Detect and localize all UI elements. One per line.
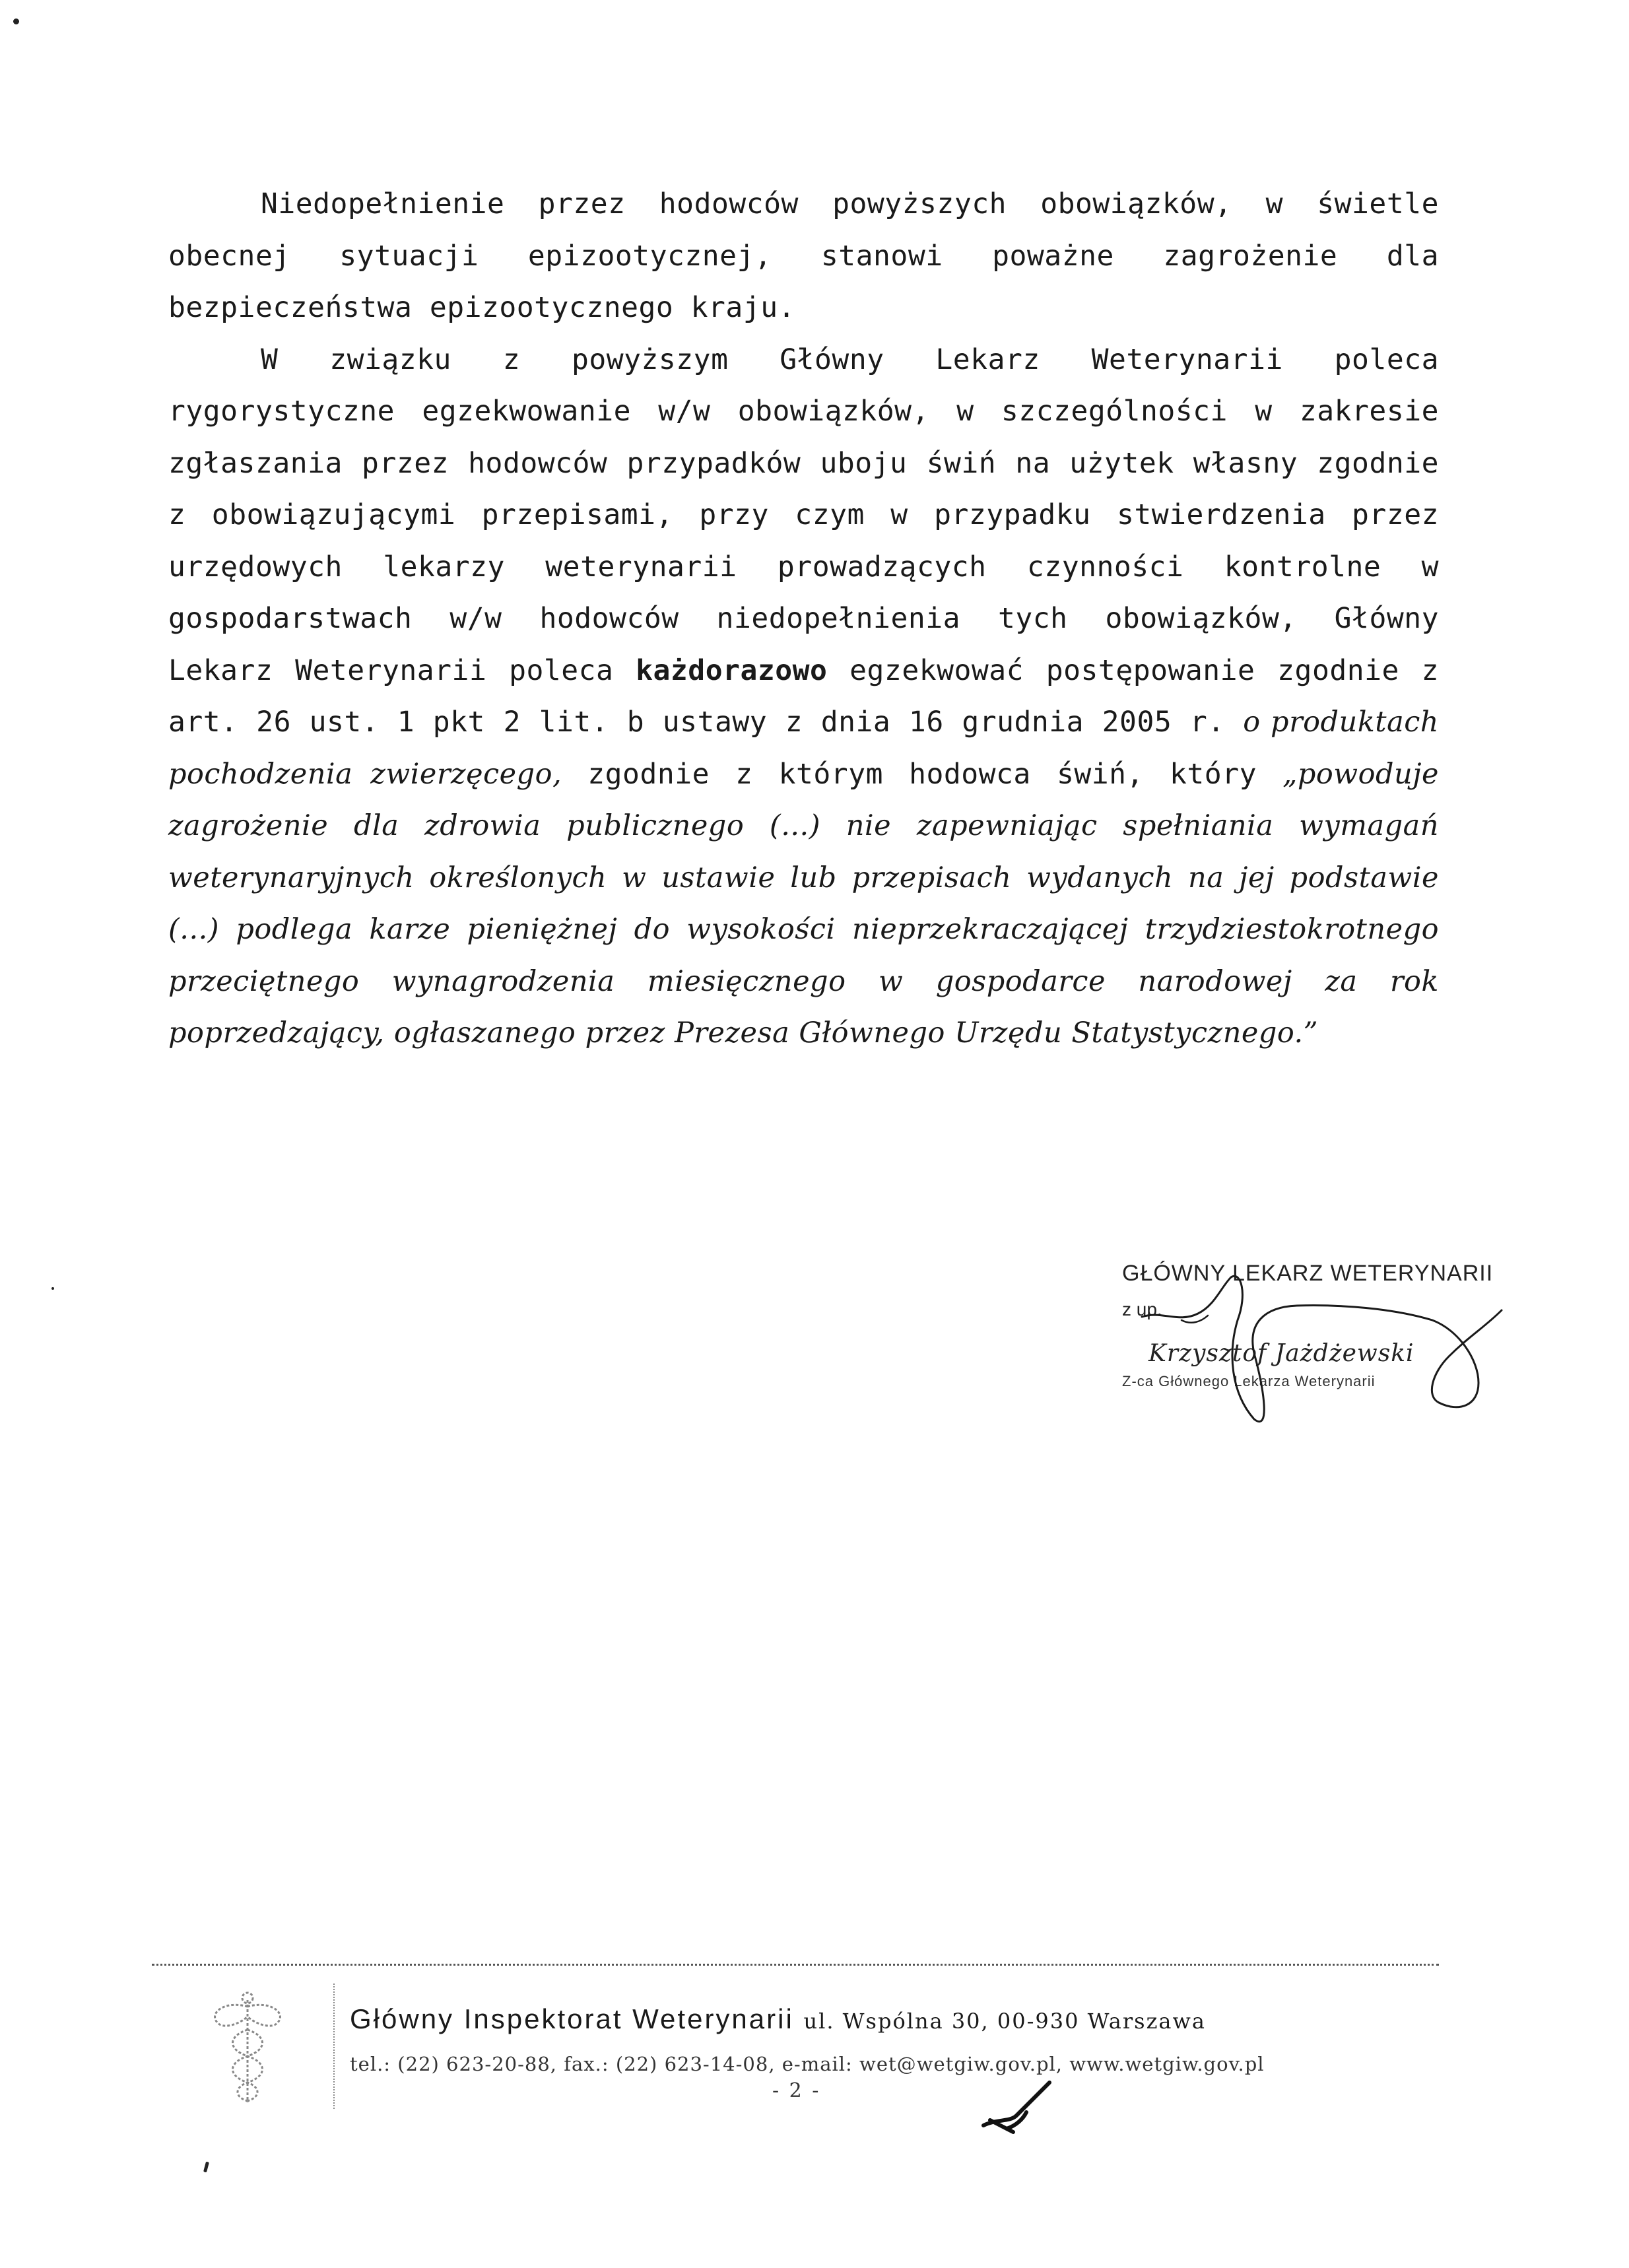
signatory-name: Krzysztof Jażdżewski (1148, 1340, 1414, 1367)
scan-speck (13, 18, 19, 24)
paragraph-1: Niedopełnienie przez hodowców powyższych obowiązków, w świetle obecnej sytuacji epizootycznej, stanowi poważne zagrożenie dla bezpieczeństwa epizootycznego kraju. (168, 187, 1439, 324)
act-title: o produktach pochodzenia zwierzęcego, (168, 706, 1439, 791)
institution-name: Główny Inspektorat Weterynarii (350, 2003, 794, 2034)
paragraph-2 (168, 334, 1439, 1059)
institution-address: ul. Wspólna 30, 00-930 Warszawa (803, 2009, 1206, 2034)
paragraph-2-text-b: egzekwować postępowanie zgodnie z art. 26 ust. 1 pkt 2 lit. b ustawy z dnia 16 grudnia 2005 r. (168, 653, 1440, 739)
handwritten-signature (1115, 1248, 1512, 1446)
scan-speck (51, 1287, 54, 1290)
letter-body (168, 178, 1439, 1059)
footer-logo-separator (333, 1984, 335, 2109)
paragraph-2-text-a: W związku z powyższym Główny Lekarz Weterynarii poleca rygorystyczne egzekwowanie w/w obowiązków, w szczególności w zakresie zgłaszania przez hodowców przypadków uboju świń na użytek własny zgodnie z obowiązującymi przepisami, przy czym w przypadku stwierdzenia przez urzędowych lekarzy weterynarii prowadzących czynności kontrolne w gospodarstwach w/w hodowców niedopełnienia tych obowiązków, Główny Lekarz Weterynarii poleca (168, 343, 1439, 687)
page-number: - 2 - (772, 2079, 821, 2102)
footer-divider-line (152, 1964, 1439, 1966)
stamp-title: GŁÓWNY LEKARZ WETERYNARII (1122, 1261, 1494, 1286)
footer-institution-line (350, 2003, 1206, 2035)
scan-speck (203, 2162, 209, 2173)
signatory-role: Z-ca Głównego Lekarza Weterynarii (1122, 1373, 1376, 1389)
paragraph-2-text-c: zgodnie z którym hodowca świń, który (562, 757, 1283, 791)
signature-block (1115, 1248, 1512, 1446)
legal-quote: „powoduje zagrożenie dla zdrowia publicznego (...) nie zapewniając spełniania wymagań weterynaryjnych określonych w ustawie lub przepisach wydanych na jej podstawie (...) podlega karze pieniężnej do wysokości nieprzekraczającej trzydziestokrotnego przeciętnego wynagrodzenia miesięcznego w gospodarce narodowej za rok poprzedzający, ogłaszanego przez Prezesa Głównego Urzędu Statystycznego.” (168, 757, 1439, 1050)
footer-contact-line: tel.: (22) 623-20-88, fax.: (22) 623-14-08, e-mail: wet@wetgiw.gov.pl, www.wetgiw.gov.pl (350, 2053, 1265, 2075)
initials-mark (977, 2079, 1063, 2139)
caduceus-logo-icon (182, 1984, 314, 2116)
emphasis-kazdorazowo: każdorazowo (636, 653, 828, 687)
stamp-zup: z up. (1122, 1299, 1162, 1319)
